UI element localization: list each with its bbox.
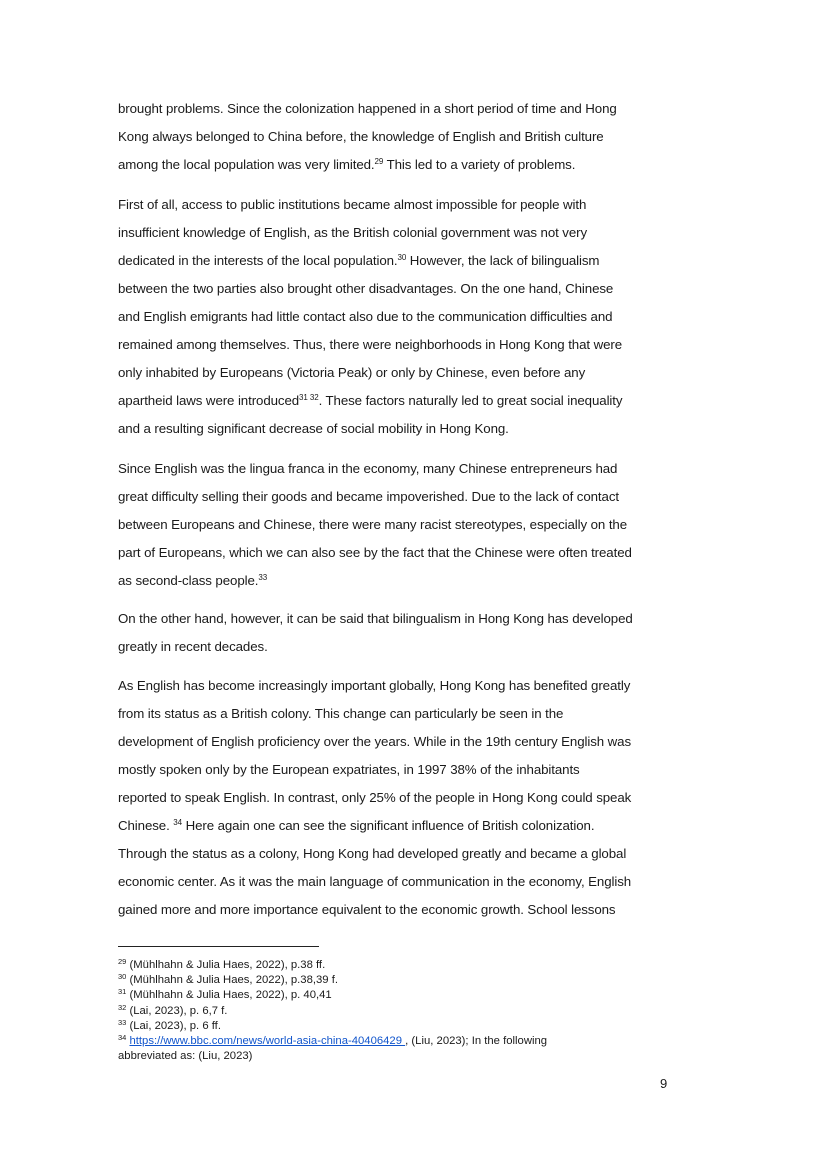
footnote-number: 32 bbox=[118, 1002, 127, 1012]
text-line bbox=[118, 275, 678, 303]
footnote bbox=[118, 988, 678, 1003]
text-line bbox=[118, 756, 678, 784]
text-run: reported to speak English. In contrast, only 25% of the people in Hong Kong could speak bbox=[118, 790, 632, 805]
text-run: among the local population was very limited. bbox=[118, 157, 375, 172]
text-run: between Europeans and Chinese, there were many racist stereotypes, especially on the bbox=[118, 517, 627, 532]
text-line bbox=[118, 455, 678, 483]
text-line bbox=[118, 95, 678, 123]
text-line bbox=[118, 672, 678, 700]
text-run: from its status as a British colony. This change can particularly be seen in the bbox=[118, 706, 564, 721]
text-run: Through the status as a colony, Hong Kong had developed greatly and became a global bbox=[118, 846, 627, 861]
footnote-reference[interactable]: 29 bbox=[374, 157, 384, 166]
footnote bbox=[118, 1034, 678, 1049]
text-run: part of Europeans, which we can also see by the fact that the Chinese were often treated bbox=[118, 545, 632, 560]
text-line bbox=[118, 331, 678, 359]
text-run: (Lai, 2023), p. 6,7 f. bbox=[129, 1004, 228, 1017]
text-line bbox=[118, 605, 678, 633]
footnote bbox=[118, 958, 678, 973]
text-run: (Lai, 2023), p. 6 ff. bbox=[129, 1019, 221, 1032]
text-line bbox=[118, 387, 678, 415]
paragraph bbox=[118, 191, 678, 443]
text-line bbox=[118, 633, 678, 661]
text-run: and English emigrants had little contact also due to the communication difficulties and bbox=[118, 309, 613, 324]
text-run: dedicated in the interests of the local population. bbox=[118, 253, 398, 268]
text-line bbox=[118, 359, 678, 387]
text-run: Since English was the lingua franca in the economy, many Chinese entrepreneurs had bbox=[118, 461, 618, 476]
text-run: Here again one can see the significant influence of British colonization. bbox=[181, 818, 595, 833]
text-run: great difficulty selling their goods and became impoverished. Due to the lack of contact bbox=[118, 489, 619, 504]
text-run: This led to a variety of problems. bbox=[383, 157, 576, 172]
text-line bbox=[118, 483, 678, 511]
paragraph bbox=[118, 605, 678, 661]
text-line bbox=[118, 868, 678, 896]
source-link[interactable]: https://www.bbc.com/news/world-asia-china-40406429 bbox=[129, 1035, 406, 1048]
text-run: as second-class people. bbox=[118, 573, 259, 588]
text-run: greatly in recent decades. bbox=[118, 639, 268, 654]
text-run: development of English proficiency over the years. While in the 19th century English was bbox=[118, 734, 632, 749]
footnote-number: 31 bbox=[118, 987, 127, 997]
footnote-reference[interactable]: 31 32 bbox=[299, 393, 319, 402]
text-run: As English has become increasingly important globally, Hong Kong has benefited greatly bbox=[118, 678, 631, 693]
text-line bbox=[118, 151, 678, 179]
text-run: economic center. As it was the main language of communication in the economy, English bbox=[118, 874, 632, 889]
footnote-reference[interactable]: 33 bbox=[258, 573, 268, 582]
text-run: gained more and more importance equivalent to the economic growth. School lessons bbox=[118, 902, 616, 917]
text-run: . These factors naturally led to great social inequality bbox=[318, 393, 623, 408]
text-run: brought problems. Since the colonization happened in a short period of time and Hong bbox=[118, 101, 617, 116]
text-run: apartheid laws were introduced bbox=[118, 393, 300, 408]
text-run: (Mühlhahn & Julia Haes, 2022), p. 40,41 bbox=[129, 989, 332, 1002]
footnote-number: 33 bbox=[118, 1017, 127, 1027]
footnote bbox=[118, 973, 678, 988]
text-run: , (Liu, 2023); In the following bbox=[405, 1035, 548, 1048]
footnote bbox=[118, 1004, 678, 1019]
text-line bbox=[118, 303, 678, 331]
text-run: only inhabited by Europeans (Victoria Peak) or only by Chinese, even before any bbox=[118, 365, 586, 380]
footnote bbox=[118, 1049, 678, 1064]
text-run: First of all, access to public institutions became almost impossible for people with bbox=[118, 197, 587, 212]
text-run: (Mühlhahn & Julia Haes, 2022), p.38 ff. bbox=[129, 959, 326, 971]
text-line bbox=[118, 539, 678, 567]
text-line bbox=[118, 728, 678, 756]
footnote-reference[interactable]: 30 bbox=[397, 253, 407, 262]
paragraph bbox=[118, 95, 678, 179]
text-line bbox=[118, 567, 678, 595]
text-line bbox=[118, 896, 678, 924]
text-run: Kong always belonged to China before, the knowledge of English and British culture bbox=[118, 129, 604, 144]
text-line bbox=[118, 191, 678, 219]
footnote bbox=[118, 1019, 678, 1034]
text-line bbox=[118, 840, 678, 868]
footnote-reference[interactable]: 34 bbox=[173, 818, 182, 827]
page-number: 9 bbox=[660, 1076, 668, 1091]
text-run: abbreviated as: (Liu, 2023) bbox=[118, 1050, 253, 1063]
text-line bbox=[118, 219, 678, 247]
paragraph bbox=[118, 455, 678, 595]
text-line bbox=[118, 123, 678, 151]
text-line bbox=[118, 812, 678, 840]
footnote-separator bbox=[118, 946, 319, 947]
footnote-number: 30 bbox=[118, 972, 127, 982]
footnote-number: 34 bbox=[118, 1033, 127, 1043]
text-run: and a resulting significant decrease of social mobility in Hong Kong. bbox=[118, 421, 509, 436]
text-run: mostly spoken only by the European expatriates, in 1997 38% of the inhabitants bbox=[118, 762, 580, 777]
text-line bbox=[118, 247, 678, 275]
text-run: between the two parties also brought other disadvantages. On the one hand, Chinese bbox=[118, 281, 614, 296]
paragraph bbox=[118, 672, 678, 924]
text-line bbox=[118, 511, 678, 539]
text-run: On the other hand, however, it can be said that bilingualism in Hong Kong has developed bbox=[118, 611, 633, 626]
text-run: Chinese. bbox=[118, 818, 174, 833]
text-line bbox=[118, 700, 678, 728]
text-run: insufficient knowledge of English, as the British colonial government was not very bbox=[118, 225, 588, 240]
text-line bbox=[118, 415, 678, 443]
footnotes bbox=[118, 958, 678, 1064]
text-run: remained among themselves. Thus, there were neighborhoods in Hong Kong that were bbox=[118, 337, 622, 352]
text-run: (Mühlhahn & Julia Haes, 2022), p.38,39 f. bbox=[129, 974, 338, 987]
text-run: However, the lack of bilingualism bbox=[406, 253, 600, 268]
text-line bbox=[118, 784, 678, 812]
footnote-number: 29 bbox=[118, 957, 127, 966]
